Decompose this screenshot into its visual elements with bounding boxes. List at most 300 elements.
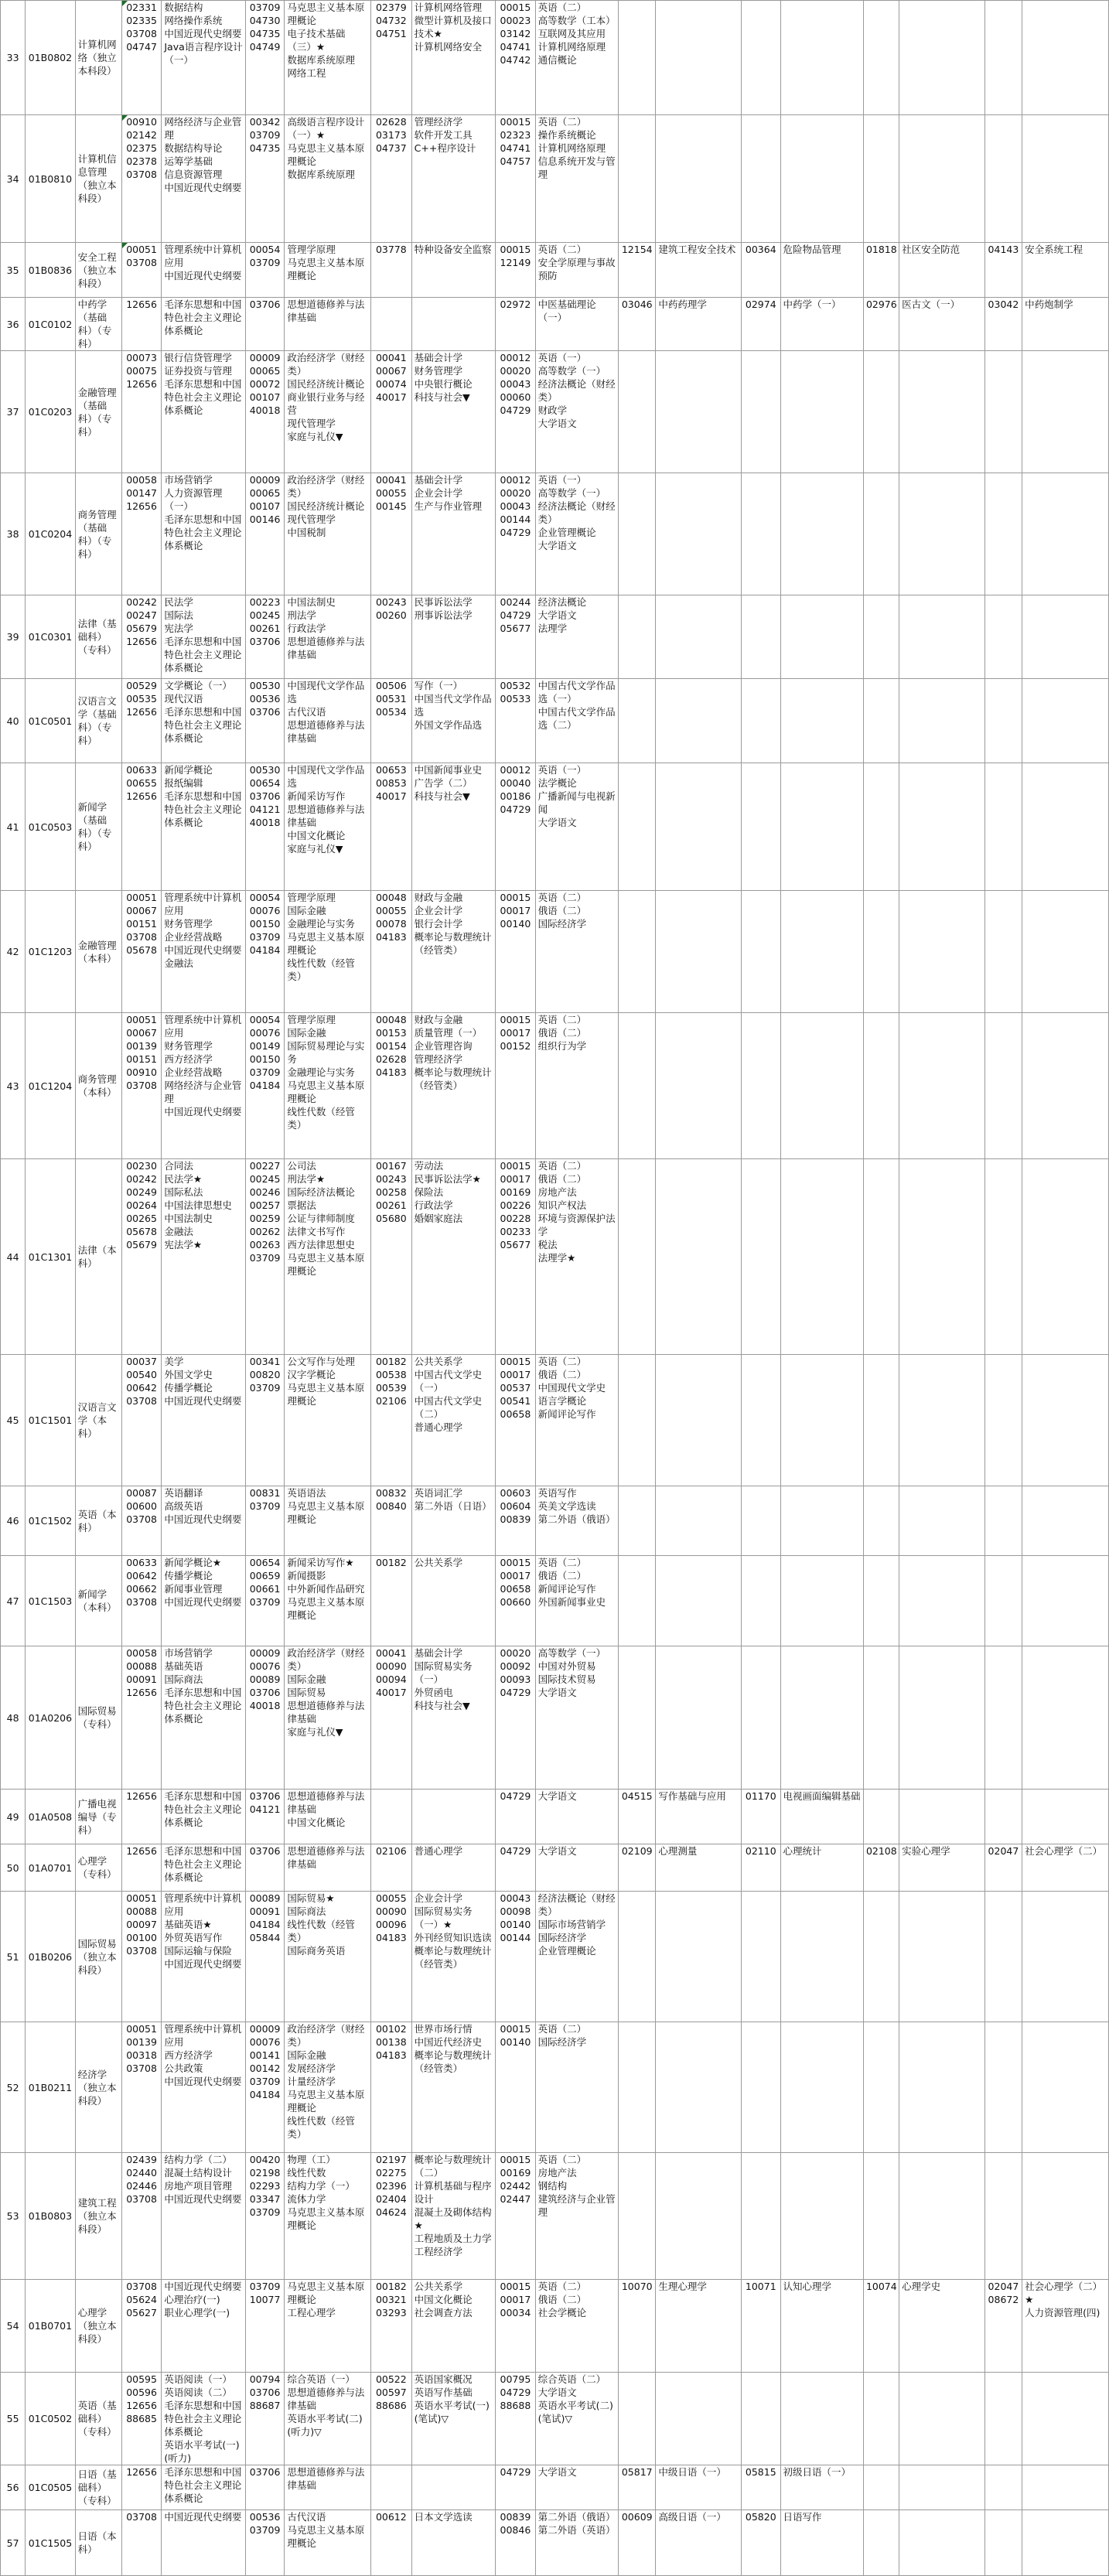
course-codes-cell [371,2510,412,2576]
course-code: 00595 [126,2373,157,2385]
course-name: 思想道德修养与法律基础 [287,1700,365,1725]
course-codes-cell [245,1013,284,1159]
course-name: 家庭与礼仪▼ [287,843,343,855]
course-name: 概率论与数理统计（二） [414,2154,492,2179]
course-name: 概率论与数理统计（经管类） [414,1945,492,1970]
course-codes-cell [619,2022,656,2153]
course-name: 新闻学概论★ [164,1557,222,1568]
course-name: 马克思主义基本原理概论 [287,1252,365,1277]
course-codes-cell [619,2280,656,2373]
course-names-cell [1022,2022,1109,2153]
course-code: 03708 [126,169,157,180]
course-name: 公共关系学 [414,1557,463,1568]
course-name: 中国近现代史纲要 [164,2281,242,2292]
course-name: 马克思主义基本原理概论 [287,931,365,956]
course-codes-cell [984,1790,1022,1844]
table-row [1,1486,1109,1556]
course-name: 计算机网络原理 [537,41,606,53]
course-codes-cell [371,115,412,243]
table-row [1,1556,1109,1646]
course-code: 05678 [126,944,157,956]
course-codes-cell [245,2022,284,2153]
course-names-cell [656,243,742,298]
course-code: 00107 [249,391,281,403]
course-codes-cell [121,1844,162,1892]
course-names-cell [535,595,618,679]
course-code: 12656 [126,299,157,310]
course-name: 刑法学★ [287,1173,326,1185]
course-codes-cell [245,351,284,473]
course-name: 毛泽东思想和中国特色社会主义理论体系概论 [164,513,242,551]
course-name: 社会学概论 [537,2307,587,2318]
course-codes-cell [742,595,780,679]
course-code: 12656 [126,500,157,512]
course-codes-cell [245,2510,284,2576]
course-codes-cell [371,351,412,473]
course-code: 00020 [500,487,531,499]
course-code: 04121 [249,1803,281,1815]
course-codes-cell [496,115,536,243]
course-codes-cell [371,2022,412,2153]
course-code: 03708 [126,1945,157,1957]
course-code: 00015 [500,2023,531,2035]
course-codes-cell [371,1844,412,1892]
major-code: 01A0508 [26,1790,75,1844]
major-name: 法律（本科） [75,1159,121,1355]
course-name: 计算机网络原理 [537,142,606,154]
course-code: 00659 [249,1570,281,1581]
course-name: 毛泽东思想和中国特色社会主义理论体系概论 [164,636,242,674]
course-codes-cell [619,298,656,351]
course-name: 英语写作基础 [414,2387,473,2398]
course-codes-cell [496,1844,536,1892]
row-number: 39 [1,595,26,679]
course-code: 02442 [500,2180,531,2192]
course-name: 中药炮制学 [1025,299,1073,310]
course-name: 英语（二） [537,2281,587,2292]
course-code: 00076 [249,1027,281,1039]
row-number: 50 [1,1844,26,1892]
course-codes-cell [496,2153,536,2280]
course-code: 04749 [249,41,281,53]
course-code: 08672 [988,2294,1019,2305]
course-name: 线性代数 [287,2167,326,2179]
course-names-cell [411,473,495,595]
course-code: 04184 [249,944,281,956]
course-code: 04183 [375,1066,407,1078]
course-name: 中国古代文学作品选（二） [537,706,616,731]
course-name: 英语（二） [537,2,587,13]
course-code: 03708 [126,2281,157,2292]
course-name: 刑法学 [287,609,316,621]
course-name: 政治经济学（财经类） [287,1647,365,1672]
course-name: 马克思主义基本原理概论 [287,2,365,26]
course-name: 中国近现代史纲要 [164,944,242,956]
course-code: 00150 [249,918,281,930]
course-name: 英语（一） [537,764,587,776]
course-names-cell [285,2510,371,2576]
course-names-cell [162,2022,245,2153]
course-names-cell [535,1556,618,1646]
course-code: 00073 [126,352,157,363]
course-name: 普通心理学 [414,1845,463,1857]
major-name: 汉语言文学（基础科）（专科） [75,679,121,763]
course-name: 高等数学（工本） [537,15,616,26]
course-code: 04183 [375,2049,407,2061]
course-name: 经济法概论 [537,596,587,608]
course-codes-cell [371,763,412,891]
course-code: 40018 [249,404,281,416]
course-code: 00140 [500,2036,531,2048]
course-codes-cell [496,1486,536,1556]
course-code: 04729 [500,527,531,538]
course-codes-cell [496,891,536,1013]
course-names-cell [780,763,863,891]
course-name: 大学语文 [537,817,577,828]
course-code: 00017 [500,2294,531,2305]
course-code: 00182 [375,1356,407,1367]
course-codes-cell [863,1556,899,1646]
course-code: 03142 [500,28,531,39]
course-code: 04747 [126,41,157,53]
course-codes-cell [984,243,1022,298]
course-codes-cell [984,595,1022,679]
course-code: 00152 [500,1040,531,1052]
course-names-cell [411,115,495,243]
course-code: 04121 [249,804,281,815]
course-codes-cell [742,351,780,473]
course-codes-cell [863,595,899,679]
course-codes-cell [863,2465,899,2510]
course-codes-cell [371,595,412,679]
course-codes-cell [984,2510,1022,2576]
course-names-cell [162,2465,245,2510]
course-code: 04757 [500,155,531,167]
major-name: 金融管理（基础科）（专科） [75,351,121,473]
course-name: 英语水平考试(二)(听力)▽ [287,2413,363,2438]
course-codes-cell [245,1,284,115]
course-names-cell [535,1892,618,2022]
course-codes-cell [496,2465,536,2510]
course-names-cell [1022,115,1109,243]
course-name: 婚姻家庭法 [414,1213,463,1224]
course-code: 05624 [126,2294,157,2305]
course-names-cell [411,1,495,115]
course-names-cell [411,1790,495,1844]
course-name: 国际商务英语 [287,1945,346,1957]
course-name: 毛泽东思想和中国特色社会主义理论体系概论 [164,1687,242,1725]
course-name: 美学 [164,1356,184,1367]
course-codes-cell [121,1013,162,1159]
course-name: 概率论与数理统计（经管类） [414,2049,492,2074]
course-name: 大学语文 [537,1845,577,1857]
course-names-cell [656,1486,742,1556]
course-name: 软件开发工具 [414,129,473,141]
course-code: 03709 [249,2206,281,2218]
table-row [1,2022,1109,2153]
course-code: 00094 [375,1674,407,1685]
course-codes-cell [371,679,412,763]
course-names-cell [285,595,371,679]
course-code: 03706 [249,1790,281,1802]
course-name: 合同法 [164,1160,193,1172]
course-names-cell [285,1556,371,1646]
course-code: 03708 [126,2511,157,2523]
course-code: 00536 [249,2511,281,2523]
course-code: 00228 [500,1213,531,1224]
course-codes-cell [863,2373,899,2465]
course-code: 00655 [126,777,157,789]
course-code: 04729 [500,1790,531,1802]
course-name: 国际私法 [164,1186,203,1198]
row-number: 53 [1,2153,26,2280]
course-code: 88685 [126,2413,157,2424]
row-number: 41 [1,763,26,891]
major-code: 01B0803 [26,2153,75,2280]
course-name: 综合英语（一） [287,2373,355,2385]
course-code: 00093 [500,1674,531,1685]
course-code: 04732 [375,15,407,26]
course-names-cell [1022,1556,1109,1646]
course-name: 房地产法 [537,1186,577,1198]
course-codes-cell [742,298,780,351]
course-name: 大学语文 [537,418,577,429]
course-code: 00089 [249,1674,281,1685]
course-codes-cell [496,1159,536,1355]
course-name: 报纸编辑 [164,777,203,789]
course-names-cell [899,2280,985,2373]
course-name: 马克思主义基本原理概论 [287,1500,365,1525]
course-name: 新闻摄影 [287,1570,326,1581]
course-name: 中国近现代史纲要 [164,182,242,193]
course-names-cell [535,2510,618,2576]
course-code: 02142 [126,129,157,141]
course-names-cell [162,351,245,473]
course-name: 操作系统概论 [537,129,596,141]
course-codes-cell [245,298,284,351]
course-code: 00074 [375,378,407,390]
course-codes-cell [984,763,1022,891]
course-name: 中医基础理论（一） [537,299,596,323]
course-code: 00040 [500,777,531,789]
major-name: 英语（本科） [75,1486,121,1556]
row-number: 47 [1,1556,26,1646]
course-codes-cell [619,2465,656,2510]
course-name: 思想道德修养与法律基础 [287,2387,365,2411]
table-row [1,595,1109,679]
course-names-cell [1022,1844,1109,1892]
course-code: 00247 [126,609,157,621]
course-code: 05679 [126,623,157,634]
row-number: 35 [1,243,26,298]
course-code: 00087 [126,1487,157,1499]
course-names-cell [162,1844,245,1892]
course-code: 00015 [500,1160,531,1172]
course-name: 国际金融 [287,1674,326,1685]
course-code: 00089 [249,1892,281,1904]
major-name: 金融管理（本科） [75,891,121,1013]
course-name: 信息系统开发与管理 [537,155,616,180]
course-codes-cell [496,2510,536,2576]
course-codes-cell [245,243,284,298]
course-code: 00015 [500,116,531,128]
course-codes-cell [742,2510,780,2576]
course-codes-cell [245,473,284,595]
course-codes-cell [245,1790,284,1844]
course-codes-cell [245,1892,284,2022]
course-names-cell [411,2465,495,2510]
major-code: 01C0204 [26,473,75,595]
course-names-cell [656,763,742,891]
course-codes-cell [863,1646,899,1790]
course-name: 企业会计学 [414,905,463,916]
course-name: 刑事诉讼法学 [414,609,473,621]
course-names-cell [535,2465,618,2510]
course-code: 10074 [865,2281,897,2292]
course-code: 00534 [375,706,407,718]
course-name: 英语（一） [537,474,587,486]
table-row [1,763,1109,891]
course-codes-cell [496,1646,536,1790]
course-code: 00048 [375,892,407,903]
course-codes-cell [742,763,780,891]
course-code: 40018 [249,817,281,828]
course-code: 03709 [249,2,281,13]
course-name: 结构力学（一） [287,2180,355,2192]
course-name: 写作（一） [414,680,463,691]
course-code: 00604 [500,1500,531,1512]
course-codes-cell [742,2280,780,2373]
course-name: 组织行为学 [537,1040,587,1052]
course-name: 俄语（二） [537,1027,587,1039]
course-names-cell [899,2153,985,2280]
course-name: 中国近现代史纲要 [164,2511,242,2523]
course-code: 00144 [500,513,531,525]
course-code: 04742 [500,54,531,66]
course-name: 中国近现代史纲要 [164,2193,242,2205]
course-codes-cell [121,763,162,891]
course-codes-cell [496,243,536,298]
course-code: 04729 [500,2466,531,2478]
course-code: 00169 [500,1186,531,1198]
course-code: 00832 [375,1487,407,1499]
course-code: 04184 [249,1080,281,1091]
course-name: 国民经济统计概论 [287,378,365,390]
course-name: 英语阅读（二） [164,2387,232,2398]
course-name: 中国近现代史纲要 [164,1958,242,1970]
course-names-cell [780,2510,863,2576]
course-name: 中外新闻作品研究 [287,1583,365,1595]
course-codes-cell [984,2373,1022,2465]
course-name: 心理测量 [658,1845,698,1857]
row-number: 52 [1,2022,26,2153]
course-name: 线性代数（经管类） [287,1919,355,1943]
row-number: 51 [1,1892,26,2022]
course-name: 市场营销学 [164,474,213,486]
course-code: 00147 [126,487,157,499]
course-code: 40017 [375,1687,407,1698]
course-names-cell [535,1013,618,1159]
course-names-cell [411,2280,495,2373]
course-code: 00054 [249,244,281,255]
major-name: 日语（本科） [75,2510,121,2576]
course-codes-cell [984,1486,1022,1556]
course-names-cell [285,2022,371,2153]
course-code: 03709 [249,1066,281,1078]
course-codes-cell [245,891,284,1013]
course-codes-cell [496,679,536,763]
course-code: 00034 [500,2307,531,2318]
course-name: 环境与资源保护法学 [537,1213,616,1237]
table-row [1,473,1109,595]
course-name: 国际经济学 [537,1932,587,1943]
course-codes-cell [742,243,780,298]
course-name: 劳动法 [414,1160,444,1172]
course-codes-cell [121,2465,162,2510]
course-code: 02335 [126,15,157,26]
course-codes-cell [619,1646,656,1790]
course-codes-cell [742,1486,780,1556]
course-names-cell [285,1355,371,1486]
course-code: 00090 [375,1660,407,1672]
course-names-cell [285,1790,371,1844]
course-codes-cell [121,243,162,298]
course-codes-cell [984,679,1022,763]
course-name: 国际商法 [164,1674,203,1685]
course-code: 00612 [375,2511,407,2523]
course-names-cell [1022,679,1109,763]
table-row [1,1355,1109,1486]
course-names-cell [656,1556,742,1646]
course-name: 俄语（二） [537,1570,587,1581]
course-name: 英语语法 [287,1487,326,1499]
course-codes-cell [619,1355,656,1486]
course-names-cell [162,1790,245,1844]
course-code: 00318 [126,2049,157,2061]
course-code: 00076 [249,1660,281,1672]
course-code: 00051 [126,2023,157,2035]
course-name: 互联网及其应用 [537,28,606,39]
course-name: 初级日语（一） [783,2466,851,2478]
course-names-cell [656,1844,742,1892]
course-code: 00603 [500,1487,531,1499]
course-codes-cell [245,1844,284,1892]
course-code: 00642 [126,1382,157,1394]
course-code: 00067 [375,365,407,377]
course-names-cell [780,679,863,763]
course-codes-cell [863,1844,899,1892]
course-name: 国际贸易实务（一） [414,1660,473,1685]
major-code: 01B0701 [26,2280,75,2373]
course-names-cell [1022,1013,1109,1159]
course-code: 00910 [126,1066,157,1078]
course-code: 04729 [500,2387,531,2398]
course-name: 社区安全防范 [902,244,961,255]
course-code: 03042 [988,299,1019,310]
course-code: 00529 [126,680,157,691]
course-name: 房地产法 [537,2167,577,2179]
course-code: 04183 [375,931,407,943]
course-names-cell [162,115,245,243]
course-name: 证券投资与管理 [164,365,232,377]
course-code: 02047 [988,2281,1019,2292]
course-codes-cell [619,679,656,763]
course-names-cell [285,679,371,763]
course-name: 毛泽东思想和中国特色社会主义理论体系概论 [164,299,242,336]
course-code: 00233 [500,1226,531,1237]
course-names-cell [162,243,245,298]
course-codes-cell [742,1159,780,1355]
